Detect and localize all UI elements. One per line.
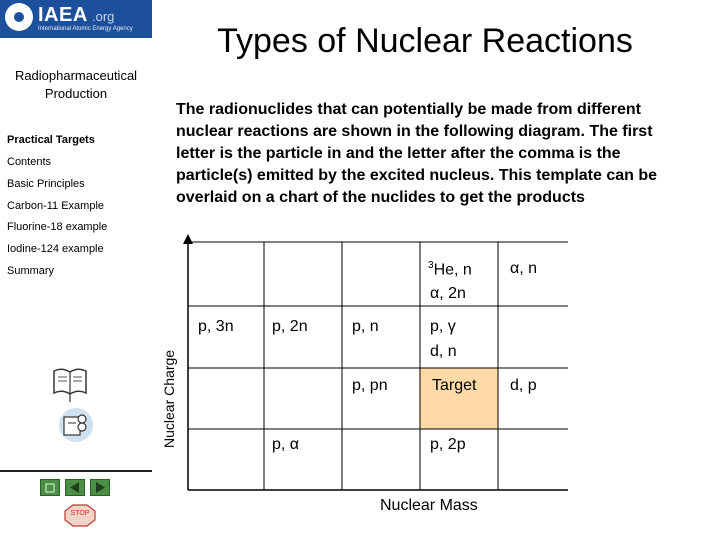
intro-paragraph: The radionuclides that can potentially be made from different nuclear reactions are shown in the following diagram. The first letter is the particle in and the letter after the comma is the particle(s) emitted by the excited nucleus. This template can be overlaid on a chart of the nuclides to get the products	[176, 101, 658, 206]
navigation-controls	[40, 479, 112, 497]
iaea-logo	[0, 0, 152, 38]
nav-basic-principles[interactable]: Basic Principles	[7, 178, 85, 190]
x-axis-label: Nuclear Mass	[380, 497, 478, 514]
atom-icon	[5, 3, 33, 31]
nav-summary[interactable]: Summary	[7, 265, 55, 277]
he3-text: He, n	[433, 261, 472, 279]
book-icon	[50, 363, 90, 403]
cell-p-2p: p, 2p	[430, 436, 466, 453]
course-title-line1: Radiopharmaceutical	[14, 68, 138, 83]
nav-contents[interactable]: Contents	[7, 156, 52, 168]
logo-tagline: International Atomic Energy Agency	[38, 26, 133, 32]
cell-target: Target	[432, 377, 477, 394]
y-axis-label: Nuclear Charge	[161, 349, 177, 448]
sidebar	[0, 0, 152, 540]
cell-d-n: d, n	[430, 343, 457, 360]
cell-p-alpha: p, α	[272, 436, 300, 453]
logo-suffix: .org	[92, 9, 115, 24]
nav-iodine-124-example[interactable]: Iodine-124 example	[7, 243, 104, 255]
next-icon[interactable]	[90, 479, 110, 496]
cell-d-p: d, p	[510, 377, 537, 394]
he3-superscript: 3	[428, 260, 434, 271]
flask-icon	[58, 407, 94, 443]
stop-button[interactable]	[64, 504, 96, 527]
cell-alpha-n: α, n	[510, 260, 538, 277]
cell-p-3n: p, 3n	[198, 318, 234, 335]
course-title-line2: Production	[44, 86, 108, 101]
nav-fluorine-18-example[interactable]: Fluorine-18 example	[7, 221, 108, 233]
cell-p-2n: p, 2n	[272, 318, 308, 335]
slide-title: Types of Nuclear Reactions	[217, 22, 633, 60]
sidebar-divider	[0, 470, 152, 472]
home-icon[interactable]	[40, 479, 60, 496]
section-heading: Practical Targets	[7, 134, 95, 146]
cell-p-gamma: p, γ	[430, 318, 456, 335]
cell-p-n: p, n	[352, 318, 379, 335]
cell-alpha-2n: α, 2n	[430, 285, 466, 302]
cell-p-pn: p, pn	[352, 377, 388, 394]
cell-he3-n	[428, 260, 472, 279]
nav-carbon-11-example[interactable]: Carbon-11 Example	[7, 200, 105, 212]
stop-label: STOP	[70, 510, 90, 517]
previous-icon[interactable]	[65, 479, 85, 496]
course-title	[0, 67, 152, 103]
logo-name: IAEA	[38, 4, 88, 26]
